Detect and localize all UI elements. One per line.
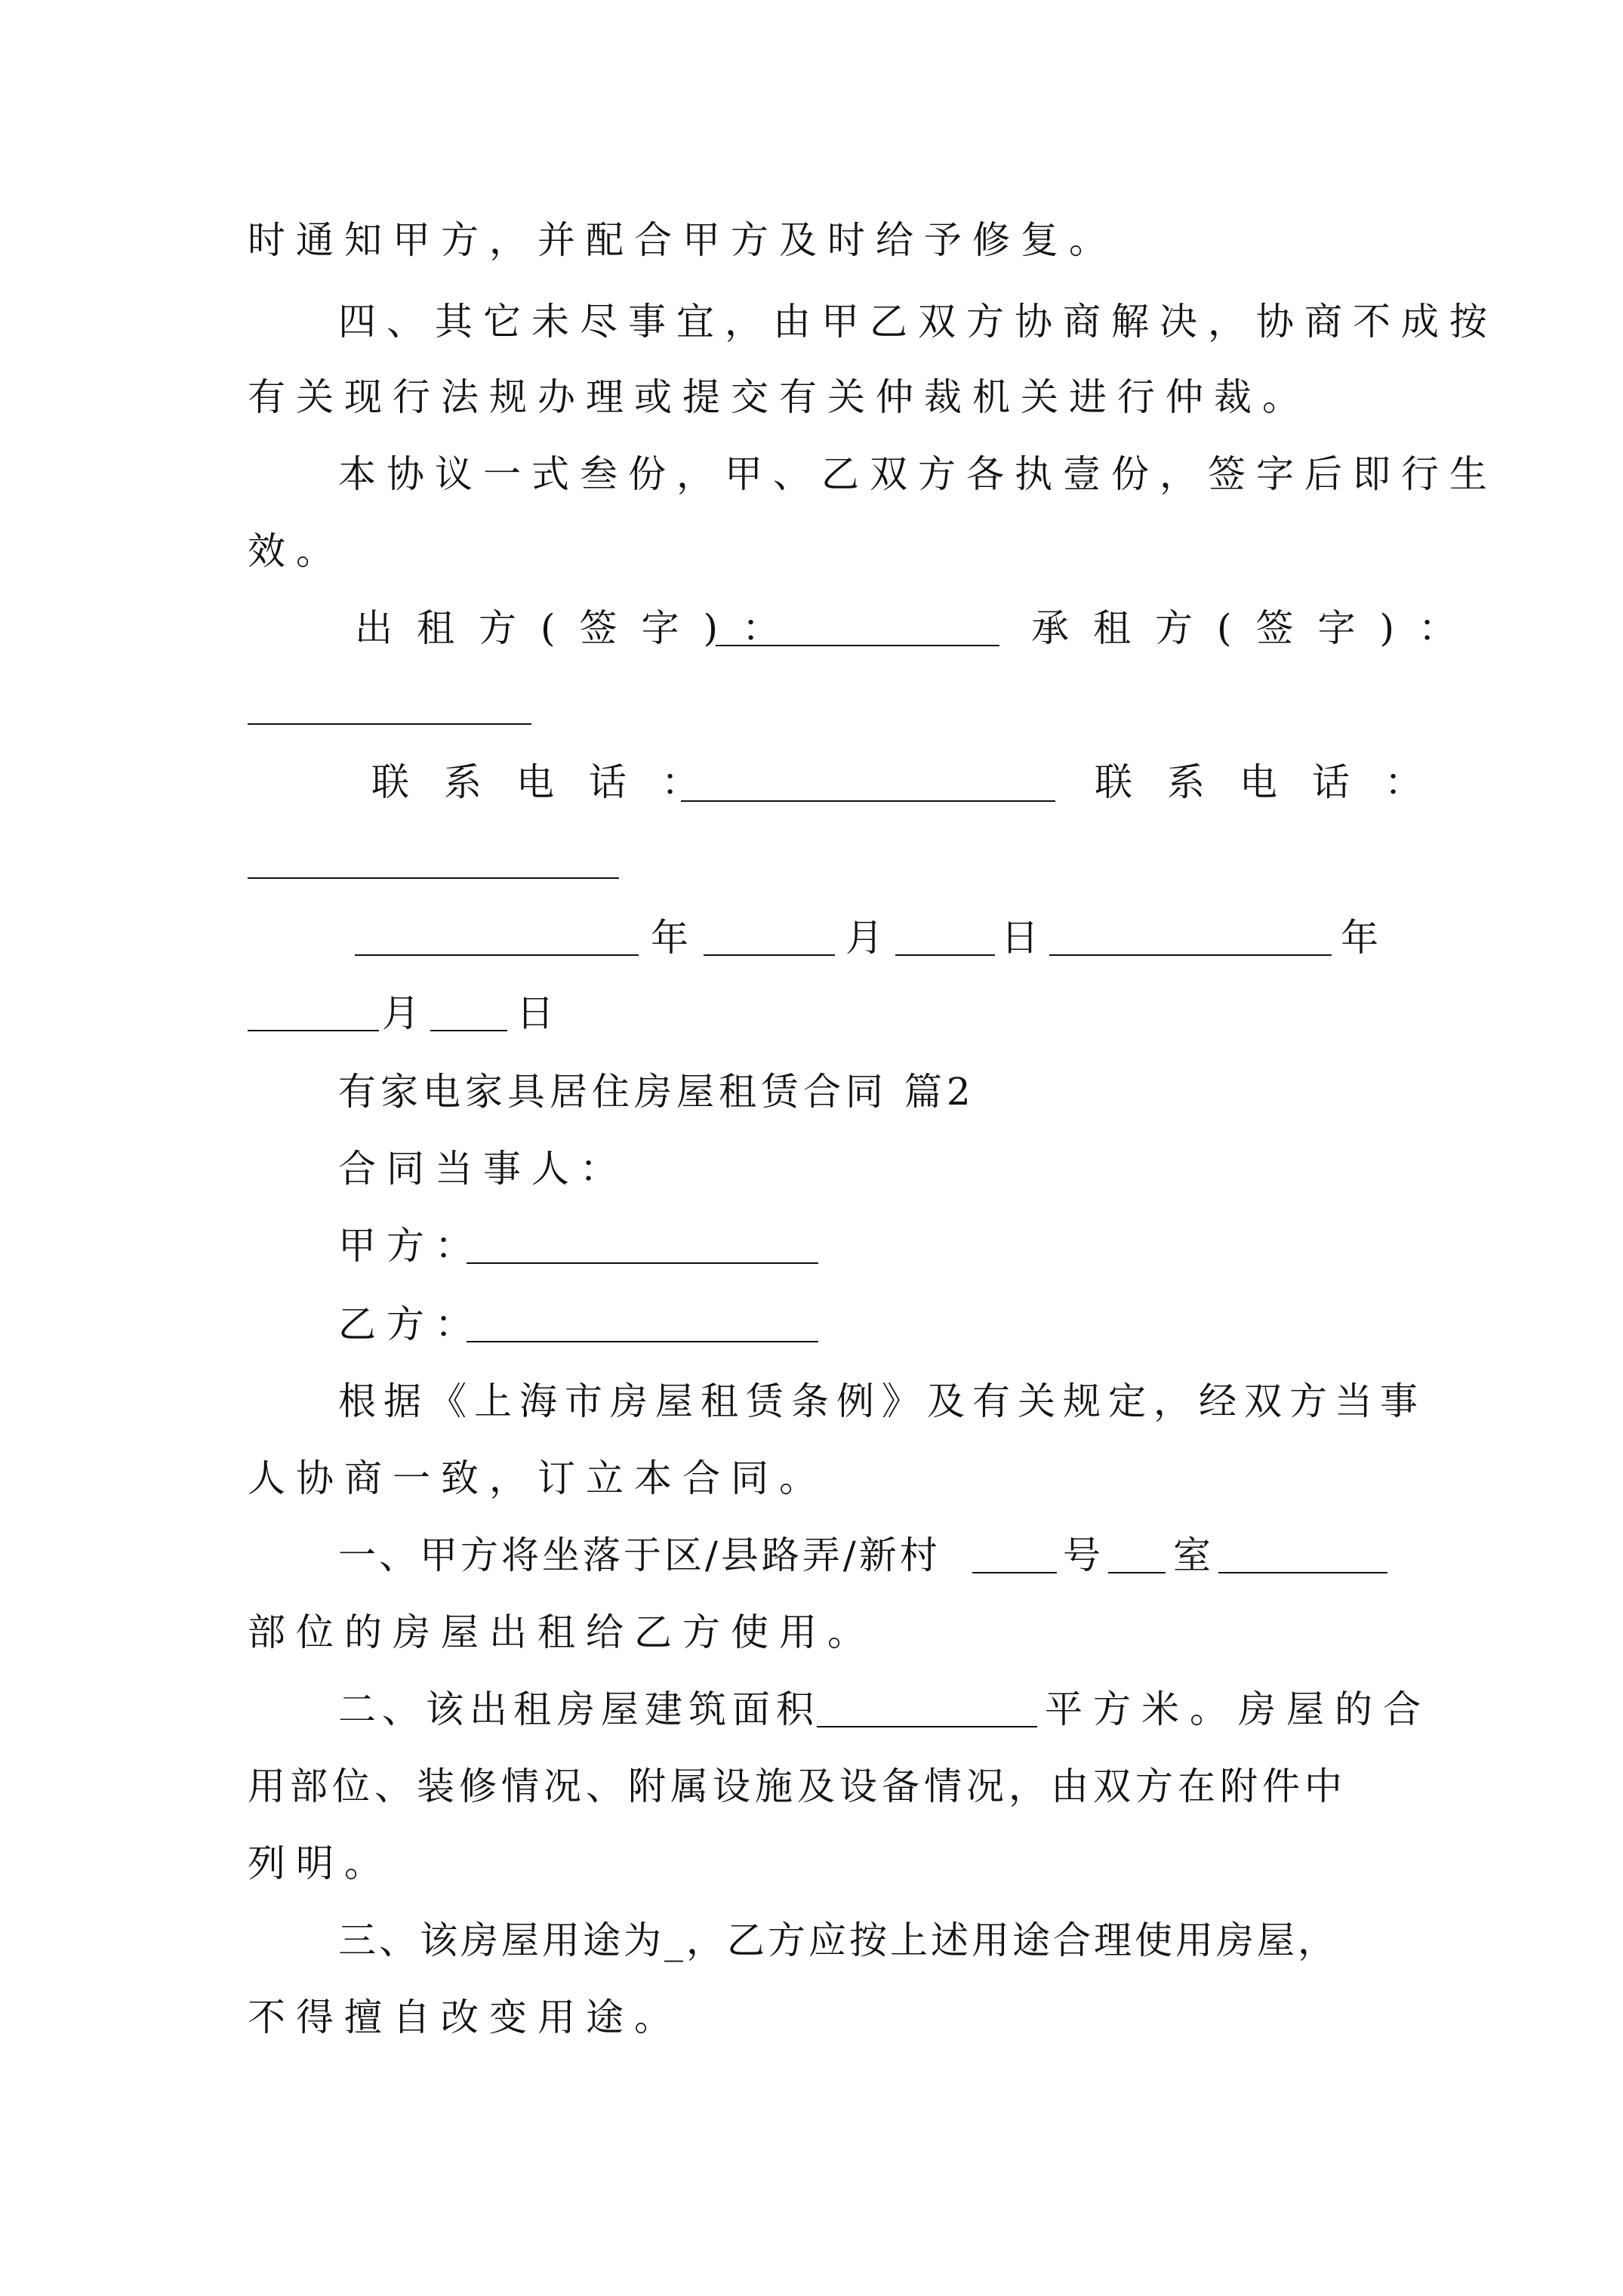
copies-line-1: 本协议一式叁份，甲、乙双方各执壹份，签字后即行生: [338, 452, 1498, 496]
lessor-day-blank: [895, 954, 995, 956]
lessor-month-label: 月: [845, 916, 894, 960]
lessee-year-label: 年: [1341, 916, 1389, 960]
lessor-year-label: 年: [651, 916, 699, 960]
clause-one-line-2: 部位的房屋出租给乙方使用。: [248, 1610, 876, 1654]
clause-two-line-2: 用部位、装修情况、附属设施及设备情况，由双方在附件中: [248, 1764, 1347, 1808]
area-unit: 平方米。房屋的合: [1045, 1687, 1431, 1731]
lessee-day-label: 日: [516, 991, 565, 1035]
lessor-year-blank: [355, 954, 639, 956]
section-title: 有家电家具居住房屋租赁合同 篇2: [338, 1070, 975, 1114]
lessor-signature-blank: [716, 645, 999, 646]
area-blank: [817, 1726, 1037, 1727]
clause-two-line-3: 列明。: [248, 1841, 393, 1885]
lessor-day-label: 日: [1001, 916, 1049, 960]
lessee-phone-blank: [248, 877, 619, 879]
party-b-blank: [467, 1341, 818, 1342]
party-b-label: 乙方：: [338, 1302, 483, 1346]
copies-line-2: 效。: [248, 529, 344, 573]
lessee-month-label: 月: [382, 991, 430, 1035]
basis-line-1: 根据《上海市房屋租赁条例》及有关规定，经双方当事: [338, 1379, 1425, 1423]
room-label: 室: [1173, 1533, 1221, 1577]
clause-one-line-1: 一、甲方将坐落于区/县路弄/新村: [338, 1533, 941, 1577]
clause-three-line-1: 三、该房屋用途为_，乙方应按上述用途合理使用房屋，: [338, 1918, 1338, 1962]
lessor-signature-label: 出租方(签字)：: [355, 606, 805, 650]
room-blank: [1108, 1572, 1166, 1573]
number-blank: [972, 1572, 1057, 1573]
basis-line-2: 人协商一致，订立本合同。: [248, 1456, 827, 1500]
lessee-month-blank: [248, 1030, 379, 1031]
lessor-phone-blank: [681, 800, 1055, 802]
paragraph-line: 时通知甲方，并配合甲方及时给予修复。: [248, 218, 1117, 262]
lessee-day-blank: [430, 1030, 507, 1031]
parties-heading: 合同当事人：: [338, 1147, 628, 1191]
clause-four-line-2: 有关现行法规办理或提交有关仲裁机关进行仲裁。: [248, 375, 1310, 419]
party-a-label: 甲方：: [338, 1224, 483, 1268]
lessor-month-blank: [704, 954, 835, 956]
clause-two-line-1: 二、该出租房屋建筑面积: [338, 1687, 820, 1731]
lessee-signature-label: 承租方(签字)：: [1031, 606, 1481, 650]
number-label: 号: [1063, 1533, 1111, 1577]
lessee-signature-blank: [248, 723, 531, 725]
location-blank: [1218, 1572, 1387, 1573]
lessor-phone-label: 联系电话：: [371, 760, 734, 804]
clause-three-line-2: 不得擅自改变用途。: [248, 1996, 682, 2039]
clause-four-line-1: 四、其它未尽事宜，由甲乙双方协商解决，协商不成按: [338, 300, 1498, 344]
lessee-phone-label: 联系电话：: [1095, 760, 1457, 804]
lessee-year-blank: [1049, 954, 1332, 956]
party-a-blank: [467, 1262, 818, 1264]
